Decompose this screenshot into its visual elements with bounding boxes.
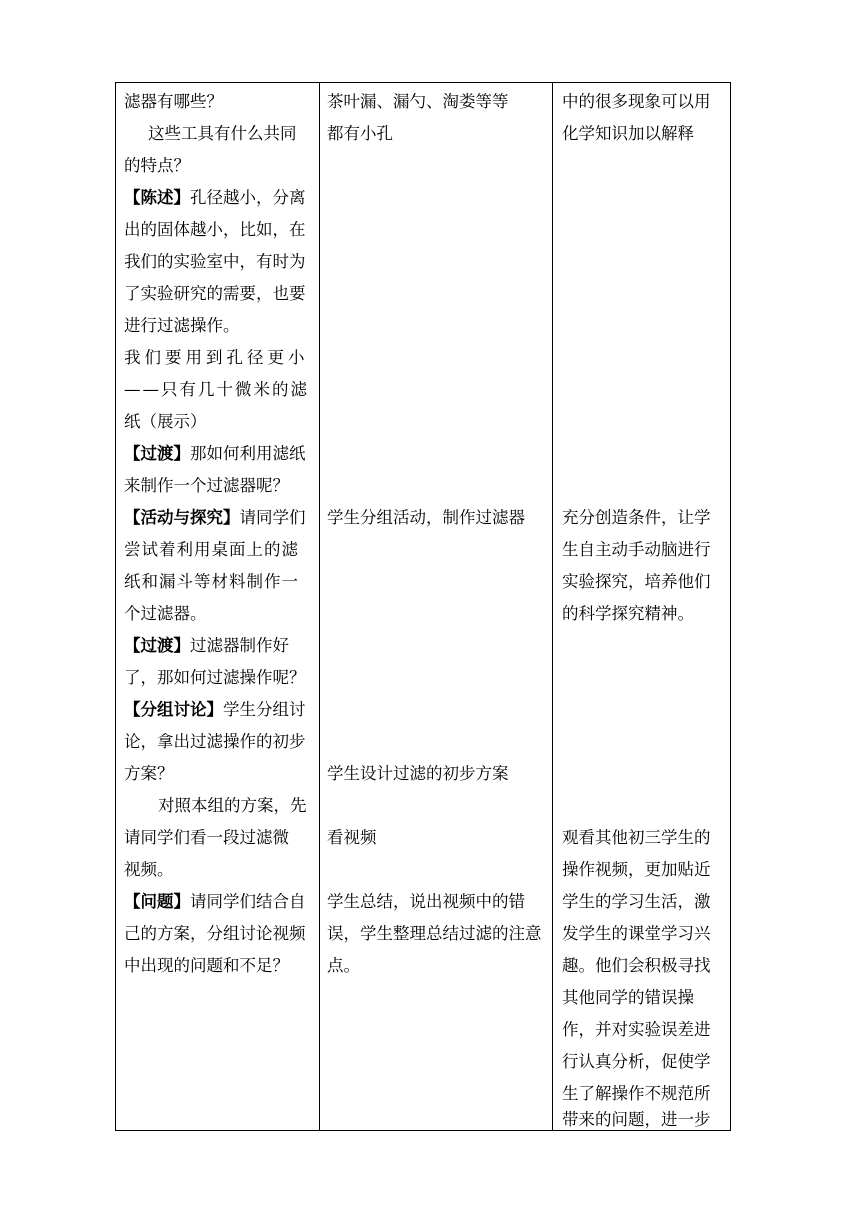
teacher-text: 请同学们 [239, 508, 306, 527]
student-text-line: 学生分组活动，制作过滤器 [327, 508, 525, 527]
teacher-text-line: 论，拿出过滤操作的初步 [124, 732, 306, 751]
teacher-text-line: 纸和漏斗等材料制作一 [124, 572, 299, 591]
teacher-text-line: 我们要用到孔径更小 [124, 348, 309, 367]
student-text-line: 茶叶漏、漏勺、淘娄等等 [327, 92, 509, 111]
teacher-text: 过滤器制作好 [190, 636, 289, 655]
section-tag: 【陈述】 [124, 188, 190, 207]
teacher-text-line: 了，那如何过滤操作呢？ [124, 668, 306, 687]
teacher-text-line [124, 508, 312, 528]
section-tag: 【过渡】 [124, 444, 190, 463]
teacher-text-line [124, 188, 312, 208]
teacher-text-line: 尝试着利用桌面上的滤 [124, 540, 299, 559]
intent-text-line: 发学生的课堂学习兴 [562, 924, 711, 943]
intent-text-line: 行认真分析，促使学 [562, 1052, 711, 1071]
intent-text-line: 观看其他初三学生的 [562, 828, 711, 847]
intent-text-line: 学生的学习生活，激 [562, 892, 711, 911]
teacher-text-line [124, 636, 312, 656]
intent-text-line: 化学知识加以解释 [562, 124, 694, 143]
section-tag: 【分组讨论】 [124, 700, 223, 719]
intent-text-line: 作，并对实验误差进 [562, 1020, 711, 1039]
teacher-text-line: 这些工具有什么共同 [148, 124, 297, 143]
section-tag: 【活动与探究】 [124, 508, 240, 527]
intent-text-line: 中的很多现象可以用 [562, 92, 711, 111]
intent-text-line: 的科学探究精神。 [562, 604, 694, 623]
teacher-text-line: 对照本组的方案，先 [158, 796, 307, 815]
teacher-text-line: 滤器有哪些？ [124, 92, 223, 111]
teacher-text-line: 中出现的问题和不足？ [124, 956, 289, 975]
teacher-text-line: 视频。 [124, 860, 174, 879]
teacher-text-line: 纸（展示） [124, 412, 207, 431]
teacher-text-line: 我们的实验室中，有时为 [124, 252, 306, 271]
teacher-text-line: 出的固体越小，比如，在 [124, 220, 306, 239]
teacher-text-line: 己的方案，分组讨论视频 [124, 924, 306, 943]
student-text-line: 误，学生整理总结过滤的注意 [327, 924, 542, 943]
teacher-text: 那如何利用滤纸 [190, 444, 306, 463]
student-text-line: 看视频 [327, 828, 377, 847]
teacher-text-line [124, 444, 312, 464]
intent-text-line: 实验探究，培养他们 [562, 572, 711, 591]
teacher-text: 孔径越小，分离 [190, 188, 306, 207]
teacher-text: 请同学们结合自 [190, 892, 306, 911]
teacher-text-line: 来制作一个过滤器呢？ [124, 476, 289, 495]
teacher-text-line: 进行过滤操作。 [124, 316, 240, 335]
column-divider [552, 83, 553, 1130]
teacher-text-line: 了实验研究的需要，也要 [124, 284, 306, 303]
teacher-text-line [124, 700, 312, 720]
intent-text-line: 趣。他们会积极寻找 [562, 956, 711, 975]
student-text-line: 都有小孔 [327, 124, 393, 143]
intent-text-line: 生了解操作不规范所 [562, 1084, 711, 1103]
teacher-text-line: 方案？ [124, 764, 174, 783]
student-text-line: 点。 [327, 956, 360, 975]
intent-text-line: 生自主动手动脑进行 [562, 540, 711, 559]
section-tag: 【问题】 [124, 892, 190, 911]
section-tag: 【过渡】 [124, 636, 190, 655]
teacher-text-line: 请同学们看一段过滤微 [124, 828, 289, 847]
teacher-text: 学生分组讨 [223, 700, 306, 719]
student-text-line: 学生设计过滤的初步方案 [327, 764, 509, 783]
teacher-text-line: ——只有几十微米的滤 [124, 380, 309, 399]
intent-text-line: 其他同学的错误操 [562, 988, 694, 1007]
intent-text-line: 充分创造条件，让学 [562, 508, 711, 527]
intent-text-line: 操作视频，更加贴近 [562, 860, 711, 879]
teacher-text-line [124, 892, 312, 912]
teacher-text-line: 个过滤器。 [124, 604, 207, 623]
column-divider [319, 83, 320, 1130]
intent-text-line: 带来的问题，进一步 [562, 1110, 711, 1129]
teacher-text-line: 的特点？ [124, 156, 190, 175]
student-text-line: 学生总结，说出视频中的错 [327, 892, 525, 911]
